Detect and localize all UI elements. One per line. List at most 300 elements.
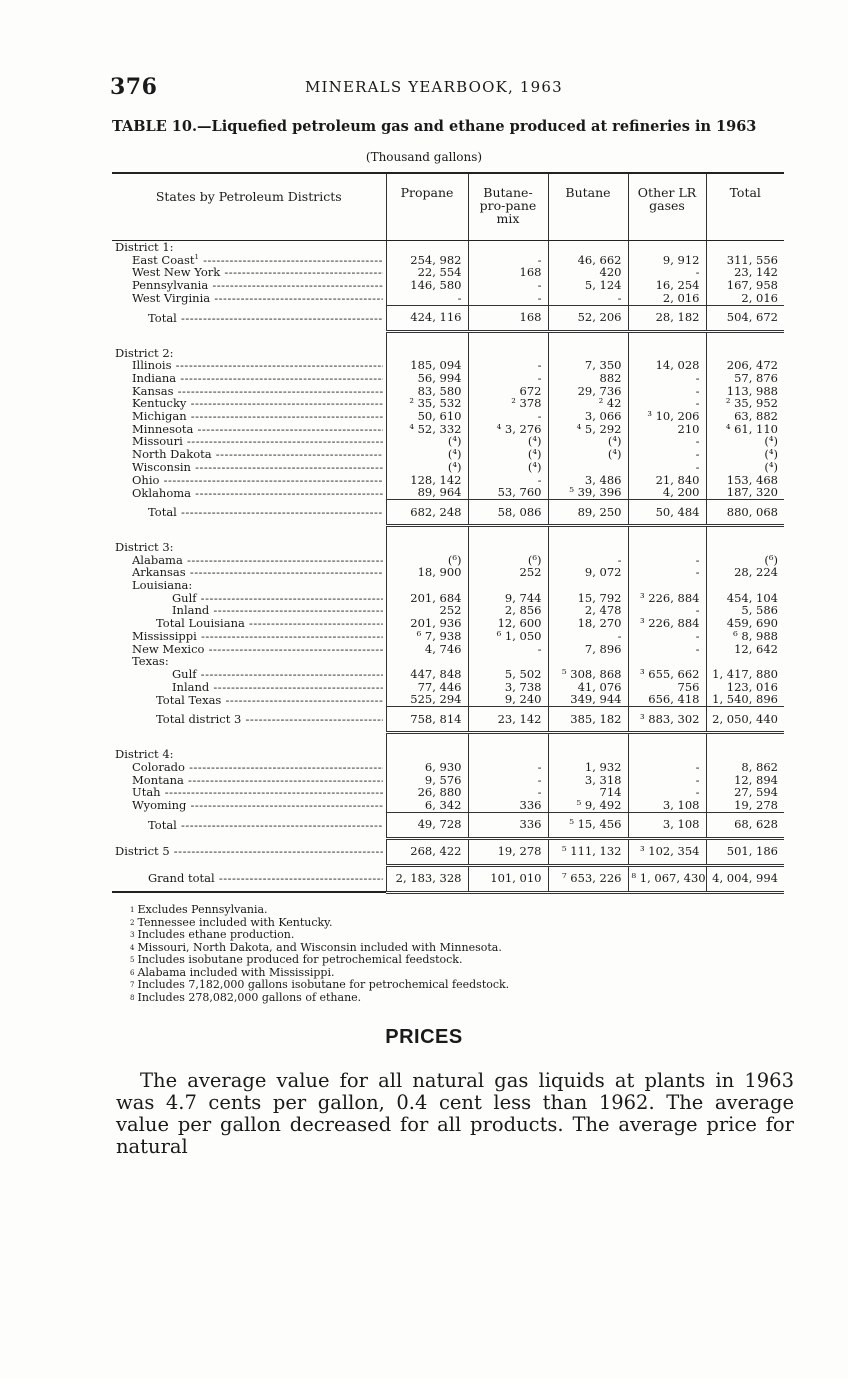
table-cell	[628, 748, 706, 761]
table-cell: 9, 576	[386, 774, 468, 787]
table-cell: 185, 094	[386, 359, 468, 372]
table-cell: 201, 936	[386, 617, 468, 630]
table-row	[112, 266, 784, 279]
table-cell: 1, 417, 880	[706, 668, 784, 681]
table-cell: 29, 736	[548, 385, 628, 398]
row-label	[112, 617, 386, 630]
table-cell: 9, 240	[468, 693, 548, 706]
footnote	[130, 992, 730, 1005]
table-cell: -	[628, 761, 706, 774]
table-cell: 2, 478	[548, 604, 628, 617]
table-row	[112, 786, 784, 799]
table-row	[112, 410, 784, 423]
table-cell: 19, 278	[468, 838, 548, 865]
table-cell: (⁴)	[548, 435, 628, 448]
table-cell	[628, 579, 706, 592]
district-heading-row	[112, 748, 784, 761]
table-row	[112, 774, 784, 787]
table-cell: 12, 894	[706, 774, 784, 787]
table-cell	[706, 241, 784, 254]
footnote-text: Alabama included with Mississippi.	[137, 965, 335, 979]
table-cell: -	[628, 397, 706, 410]
row-label-text: Pennsylvania -----	[132, 279, 383, 292]
table-cell	[386, 748, 468, 761]
row-label	[112, 474, 386, 487]
row-label-text: West Virginia -----	[132, 292, 383, 305]
table-cell: -	[628, 774, 706, 787]
table-cell: 9, 912	[628, 254, 706, 267]
table-cell: 46, 662	[548, 254, 628, 267]
table-cell: -	[548, 630, 628, 643]
row-label-text: Louisiana:	[132, 579, 193, 592]
total-row	[112, 305, 784, 331]
table-cell: 16, 254	[628, 279, 706, 292]
table-row	[112, 292, 784, 305]
row-label-text: Kentucky -----	[132, 397, 383, 410]
row-label-text: Kansas -----	[132, 385, 383, 398]
table-cell: ⁷ 653, 226	[548, 865, 628, 892]
table-cell	[386, 541, 468, 554]
table-cell: 2, 183, 328	[386, 865, 468, 892]
table-cell: ² 378	[468, 397, 548, 410]
footnote-text: Includes ethane production.	[137, 928, 295, 941]
table-cell: ⁸ 1, 067, 430	[628, 865, 706, 892]
table-cell: 385, 182	[548, 707, 628, 733]
table-cell	[468, 748, 548, 761]
row-label	[112, 630, 386, 643]
table-cell: 167, 958	[706, 279, 784, 292]
table-cell	[548, 579, 628, 592]
row-label-text: East Coast	[132, 253, 195, 267]
table-cell: ³ 102, 354	[628, 838, 706, 865]
table-cell: 23, 142	[706, 266, 784, 279]
table-cell: 53, 760	[468, 486, 548, 499]
total-row	[112, 812, 784, 838]
total-row	[112, 838, 784, 865]
table-cell: 201, 684	[386, 592, 468, 605]
table-cell: -	[628, 566, 706, 579]
table-cell: -	[548, 292, 628, 305]
table-cell: 50, 610	[386, 410, 468, 423]
table-cell: ⁵ 308, 868	[548, 668, 628, 681]
table-cell: -	[468, 254, 548, 267]
table-cell: 52, 206	[548, 305, 628, 331]
row-label	[112, 865, 386, 892]
row-label-text: Illinois -----	[132, 359, 383, 372]
table-cell: 501, 186	[706, 838, 784, 865]
table-cell: (⁶)	[386, 554, 468, 567]
row-label	[112, 347, 386, 360]
row-spacer	[112, 525, 784, 541]
table-row	[112, 655, 784, 668]
table-cell: 187, 320	[706, 486, 784, 499]
row-label-text: Total -----	[148, 819, 383, 832]
table-row	[112, 397, 784, 410]
row-label	[112, 566, 386, 579]
row-label	[112, 579, 386, 592]
table-cell: -	[468, 786, 548, 799]
table-cell: -	[628, 448, 706, 461]
row-label-text: Gulf -----	[172, 592, 383, 605]
row-label-text: Colorado -----	[132, 761, 383, 774]
table-cell: -	[468, 359, 548, 372]
row-label	[112, 461, 386, 474]
table-cell: (⁴)	[468, 461, 548, 474]
row-label-text: District 1:	[115, 240, 174, 254]
row-label-text: North Dakota -----	[132, 448, 383, 461]
footnote-mark: 4	[130, 943, 135, 952]
table-cell: 336	[468, 799, 548, 812]
row-label-text: Missouri -----	[132, 435, 383, 448]
footnote-mark: 3	[130, 931, 135, 939]
district-heading-row	[112, 241, 784, 254]
table-cell: (⁴)	[706, 435, 784, 448]
table-row	[112, 617, 784, 630]
table-cell	[468, 541, 548, 554]
row-label-text: Total -----	[148, 312, 383, 325]
table-cell: (⁴)	[386, 461, 468, 474]
table-cell: 4, 200	[628, 486, 706, 499]
table-cell: -	[628, 385, 706, 398]
table-cell	[548, 748, 628, 761]
footnotes	[130, 904, 730, 1004]
table-cell: ⁵ 9, 492	[548, 799, 628, 812]
table-cell: 672	[468, 385, 548, 398]
table-cell: 6, 930	[386, 761, 468, 774]
table-cell: ⁶ 8, 988	[706, 630, 784, 643]
table-cell: 349, 944	[548, 693, 628, 706]
table-cell: (⁴)	[706, 448, 784, 461]
table-cell: 168	[468, 305, 548, 331]
row-label-text: Total -----	[148, 506, 383, 519]
table-cell: 210	[628, 423, 706, 436]
row-label-text: Gulf -----	[172, 668, 383, 681]
row-label-text: Inland -----	[172, 681, 383, 694]
table-cell: 168	[468, 266, 548, 279]
table-cell: (⁴)	[468, 448, 548, 461]
table-row	[112, 461, 784, 474]
district-heading-row	[112, 347, 784, 360]
table-cell: 15, 792	[548, 592, 628, 605]
row-label	[112, 592, 386, 605]
row-label-text: Oklahoma -----	[132, 487, 383, 500]
row-label	[112, 372, 386, 385]
row-label	[112, 707, 386, 733]
table-cell	[628, 241, 706, 254]
row-label	[112, 812, 386, 838]
table-cell: 41, 076	[548, 681, 628, 694]
table-cell	[548, 655, 628, 668]
table-cell	[386, 347, 468, 360]
table-cell: 424, 116	[386, 305, 468, 331]
table-row	[112, 372, 784, 385]
table-cell: -	[468, 761, 548, 774]
table-row	[112, 579, 784, 592]
row-label-text: Alabama -----	[132, 554, 383, 567]
table-cell: -	[548, 554, 628, 567]
table-cell	[706, 541, 784, 554]
table-cell: 18, 900	[386, 566, 468, 579]
table-cell: 1, 540, 896	[706, 693, 784, 706]
table-cell: ³ 10, 206	[628, 410, 706, 423]
table-cell: -	[628, 435, 706, 448]
table-cell: 101, 010	[468, 865, 548, 892]
row-label-text: Mississippi -----	[132, 630, 383, 643]
total-row	[112, 865, 784, 892]
table-cell: 89, 250	[548, 499, 628, 525]
column-header-propane: Propane	[386, 173, 468, 241]
table-cell	[706, 748, 784, 761]
table-cell	[706, 579, 784, 592]
column-header-states: States by Petroleum Districts	[112, 173, 386, 241]
footnote-text: Tennessee included with Kentucky.	[137, 915, 333, 929]
table-row	[112, 761, 784, 774]
table-cell: 3, 066	[548, 410, 628, 423]
table-cell: 7, 350	[548, 359, 628, 372]
table-cell: 2, 050, 440	[706, 707, 784, 733]
table-cell	[548, 347, 628, 360]
table-cell: 525, 294	[386, 693, 468, 706]
row-label-text: District 4:	[115, 748, 174, 761]
district-heading-row	[112, 541, 784, 554]
footnote-mark: 7	[130, 981, 135, 989]
table-cell: -	[628, 643, 706, 656]
table-cell: -	[628, 604, 706, 617]
section-heading-prices: PRICES	[385, 1026, 463, 1048]
row-label	[112, 410, 386, 423]
table-cell	[468, 241, 548, 254]
table-cell: 9, 744	[468, 592, 548, 605]
row-label	[112, 499, 386, 525]
table-cell: 252	[386, 604, 468, 617]
table-cell: 3, 738	[468, 681, 548, 694]
row-label-text: District 3:	[115, 540, 174, 554]
table-cell: (⁴)	[706, 461, 784, 474]
row-label	[112, 668, 386, 681]
row-label	[112, 681, 386, 694]
row-label-text: West New York -----	[132, 266, 383, 279]
column-header-total: Total	[706, 173, 784, 241]
row-label	[112, 486, 386, 499]
table-cell: 311, 556	[706, 254, 784, 267]
table-cell: ⁴ 5, 292	[548, 423, 628, 436]
page-number: 376	[110, 74, 158, 100]
table-cell: -	[628, 630, 706, 643]
footnote-mark: 2	[130, 918, 135, 927]
table-cell: 504, 672	[706, 305, 784, 331]
table-cell	[386, 579, 468, 592]
table-cell: 26, 880	[386, 786, 468, 799]
footnote-text: Includes isobutane produced for petrochemical feedstock.	[137, 953, 463, 966]
table-cell: ² 42	[548, 397, 628, 410]
table-cell: ³ 883, 302	[628, 707, 706, 733]
table-title: TABLE 10.—Liquefied petroleum gas and ethane produced at refineries in 1963	[112, 118, 757, 135]
row-label	[112, 799, 386, 812]
table-cell: -	[468, 643, 548, 656]
table-row	[112, 448, 784, 461]
table-cell: 153, 468	[706, 474, 784, 487]
table-cell	[548, 541, 628, 554]
table-cell: -	[628, 554, 706, 567]
table-row	[112, 681, 784, 694]
table-cell: 113, 988	[706, 385, 784, 398]
row-label-text: New Mexico -----	[132, 643, 383, 656]
table-row	[112, 693, 784, 706]
table-row	[112, 592, 784, 605]
row-label	[112, 359, 386, 372]
table-cell: ³ 655, 662	[628, 668, 706, 681]
row-label	[112, 554, 386, 567]
table-cell	[468, 579, 548, 592]
table-cell: 57, 876	[706, 372, 784, 385]
table-cell: -	[468, 410, 548, 423]
table-cell: 89, 964	[386, 486, 468, 499]
table-cell: ⁵ 15, 456	[548, 812, 628, 838]
row-label	[112, 761, 386, 774]
table-cell: 5, 502	[468, 668, 548, 681]
footnote-text: Missouri, North Dakota, and Wisconsin included with Minnesota.	[137, 940, 502, 954]
table-cell: -	[386, 292, 468, 305]
table-cell: 123, 016	[706, 681, 784, 694]
table-cell: 880, 068	[706, 499, 784, 525]
row-label-text: Inland -----	[172, 604, 383, 617]
table-cell: ⁶ 1, 050	[468, 630, 548, 643]
table-cell: 454, 104	[706, 592, 784, 605]
table-cell: 21, 840	[628, 474, 706, 487]
table-cell	[628, 655, 706, 668]
table-cell: 77, 446	[386, 681, 468, 694]
table-row	[112, 668, 784, 681]
row-label-text: Grand total -----	[148, 872, 383, 885]
table-cell: 756	[628, 681, 706, 694]
table-cell: ² 35, 952	[706, 397, 784, 410]
table-cell: 252	[468, 566, 548, 579]
table-cell: 23, 142	[468, 707, 548, 733]
row-label	[112, 693, 386, 706]
table-cell: 58, 086	[468, 499, 548, 525]
table-cell	[706, 347, 784, 360]
row-label-text: Indiana -----	[132, 372, 383, 385]
row-label	[112, 604, 386, 617]
row-label	[112, 774, 386, 787]
table-cell: (⁴)	[386, 448, 468, 461]
table-cell: -	[628, 372, 706, 385]
total-row	[112, 499, 784, 525]
table-cell: 28, 182	[628, 305, 706, 331]
table-row	[112, 604, 784, 617]
table-cell: (⁶)	[468, 554, 548, 567]
row-label-text: Minnesota -----	[132, 423, 383, 436]
row-label	[112, 643, 386, 656]
table-cell: 3, 108	[628, 799, 706, 812]
table-cell: 128, 142	[386, 474, 468, 487]
row-label	[112, 748, 386, 761]
table-cell: 3, 486	[548, 474, 628, 487]
footnote-ref: 1	[194, 253, 199, 261]
row-label	[112, 541, 386, 554]
row-label-text: Wisconsin -----	[132, 461, 383, 474]
table-cell	[548, 241, 628, 254]
row-label-text: Texas:	[132, 655, 169, 668]
row-label	[112, 279, 386, 292]
table-row	[112, 359, 784, 372]
footnote-text: Excludes Pennsylvania.	[137, 903, 268, 916]
row-label-text: District 2:	[115, 346, 174, 360]
table-cell: 4, 746	[386, 643, 468, 656]
footnote-mark: 1	[130, 906, 135, 914]
table-row	[112, 486, 784, 499]
table-cell: 758, 814	[386, 707, 468, 733]
row-label	[112, 435, 386, 448]
row-label	[112, 655, 386, 668]
column-header-butane-propane-mix: Butane-pro-pane mix	[468, 173, 548, 241]
table-subtitle: (Thousand gallons)	[365, 150, 483, 164]
table-cell: (⁴)	[386, 435, 468, 448]
table-cell: 459, 690	[706, 617, 784, 630]
column-header-other-lr-gases: Other LR gases	[628, 173, 706, 241]
table-cell: ⁴ 52, 332	[386, 423, 468, 436]
lpg-production-table	[112, 172, 784, 894]
table-cell: 447, 848	[386, 668, 468, 681]
row-label	[112, 786, 386, 799]
table-cell: 420	[548, 266, 628, 279]
table-cell	[628, 347, 706, 360]
table-cell: 6, 342	[386, 799, 468, 812]
row-label-text: Michigan -----	[132, 410, 383, 423]
table-cell: -	[468, 292, 548, 305]
table-cell: -	[468, 279, 548, 292]
table-cell: ³ 226, 884	[628, 617, 706, 630]
table-cell: 5, 586	[706, 604, 784, 617]
table-row	[112, 435, 784, 448]
table-row	[112, 566, 784, 579]
row-spacer	[112, 733, 784, 749]
table-cell: 49, 728	[386, 812, 468, 838]
row-label-text: Utah -----	[132, 786, 383, 799]
table-cell: 19, 278	[706, 799, 784, 812]
row-label	[112, 397, 386, 410]
table-cell: 18, 270	[548, 617, 628, 630]
table-cell: -	[468, 474, 548, 487]
table-cell: -	[468, 372, 548, 385]
row-label	[112, 838, 386, 865]
row-label	[112, 305, 386, 331]
column-header-butane: Butane	[548, 173, 628, 241]
footnote-text: Includes 278,082,000 gallons of ethane.	[137, 990, 362, 1004]
row-label-text: Total district 3 -----	[156, 713, 383, 726]
table-cell: 3, 108	[628, 812, 706, 838]
row-label-text: Ohio -----	[132, 474, 383, 487]
table-row	[112, 554, 784, 567]
table-cell: 14, 028	[628, 359, 706, 372]
table-cell: 22, 554	[386, 266, 468, 279]
table-cell: 146, 580	[386, 279, 468, 292]
table-cell: 1, 932	[548, 761, 628, 774]
table-cell: ³ 226, 884	[628, 592, 706, 605]
table-row	[112, 630, 784, 643]
table-row	[112, 799, 784, 812]
table-cell: 83, 580	[386, 385, 468, 398]
row-label-text: Total Texas -----	[156, 694, 383, 707]
row-label	[112, 292, 386, 305]
table-cell: 27, 594	[706, 786, 784, 799]
table-cell: -	[628, 786, 706, 799]
table-cell: (⁴)	[468, 435, 548, 448]
table-cell: 268, 422	[386, 838, 468, 865]
table-cell: -	[628, 266, 706, 279]
table-row	[112, 474, 784, 487]
table-cell: ² 35, 532	[386, 397, 468, 410]
